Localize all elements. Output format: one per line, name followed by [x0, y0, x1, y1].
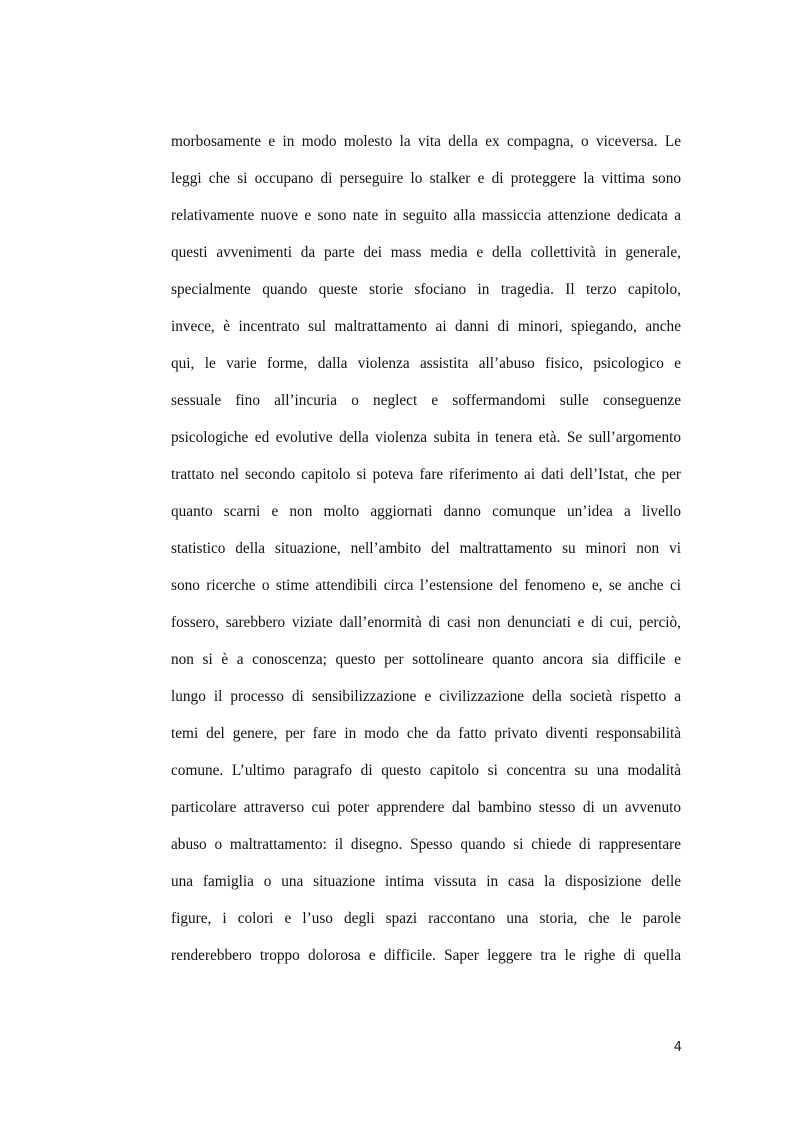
paragraph-line: renderebbero troppo dolorosa e difficile. Saper leggere tra le righe di quella [171, 947, 681, 964]
paragraph-line: lungo il processo di sensibilizzazione e civilizzazione della società rispetto a [171, 688, 681, 705]
paragraph-line: comune. L’ultimo paragrafo di questo capitolo si concentra su una modalità [171, 762, 681, 779]
page-number: 4 [673, 1040, 682, 1055]
body-paragraph [171, 127, 681, 978]
paragraph-line: statistico della situazione, nell’ambito del maltrattamento su minori non vi [171, 540, 681, 557]
paragraph-line: non si è a conoscenza; questo per sottolineare quanto ancora sia difficile e [171, 651, 681, 668]
paragraph-line: sono ricerche o stime attendibili circa l’estensione del fenomeno e, se anche ci [171, 577, 681, 594]
paragraph-line: abuso o maltrattamento: il disegno. Spesso quando si chiede di rappresentare [171, 836, 681, 853]
paragraph-line: leggi che si occupano di perseguire lo stalker e di proteggere la vittima sono [171, 170, 681, 187]
paragraph-line: questi avvenimenti da parte dei mass media e della collettività in generale, [171, 244, 681, 261]
paragraph-line: relativamente nuove e sono nate in seguito alla massiccia attenzione dedicata a [171, 207, 681, 224]
paragraph-line: sessuale fino all’incuria o neglect e soffermandomi sulle conseguenze [171, 392, 681, 409]
paragraph-line: morbosamente e in modo molesto la vita della ex compagna, o viceversa. Le [171, 133, 681, 150]
paragraph-line: qui, le varie forme, dalla violenza assistita all’abuso fisico, psicologico e [171, 355, 681, 372]
paragraph-line: una famiglia o una situazione intima vissuta in casa la disposizione delle [171, 873, 681, 890]
paragraph-line: invece, è incentrato sul maltrattamento ai danni di minori, spiegando, anche [171, 318, 681, 335]
paragraph-line: psicologiche ed evolutive della violenza subita in tenera età. Se sull’argomento [171, 429, 681, 446]
paragraph-line: temi del genere, per fare in modo che da fatto privato diventi responsabilità [171, 725, 681, 742]
paragraph-line: specialmente quando queste storie sfociano in tragedia. Il terzo capitolo, [171, 281, 681, 298]
paragraph-line: particolare attraverso cui poter apprendere dal bambino stesso di un avvenuto [171, 799, 681, 816]
paragraph-line: quanto scarni e non molto aggiornati danno comunque un’idea a livello [171, 503, 681, 520]
paragraph-line: trattato nel secondo capitolo si poteva fare riferimento ai dati dell’Istat, che per [171, 466, 681, 483]
paragraph-line: fossero, sarebbero viziate dall’enormità di casi non denunciati e di cui, perciò, [171, 614, 681, 631]
paragraph-line: figure, i colori e l’uso degli spazi raccontano una storia, che le parole [171, 910, 681, 927]
